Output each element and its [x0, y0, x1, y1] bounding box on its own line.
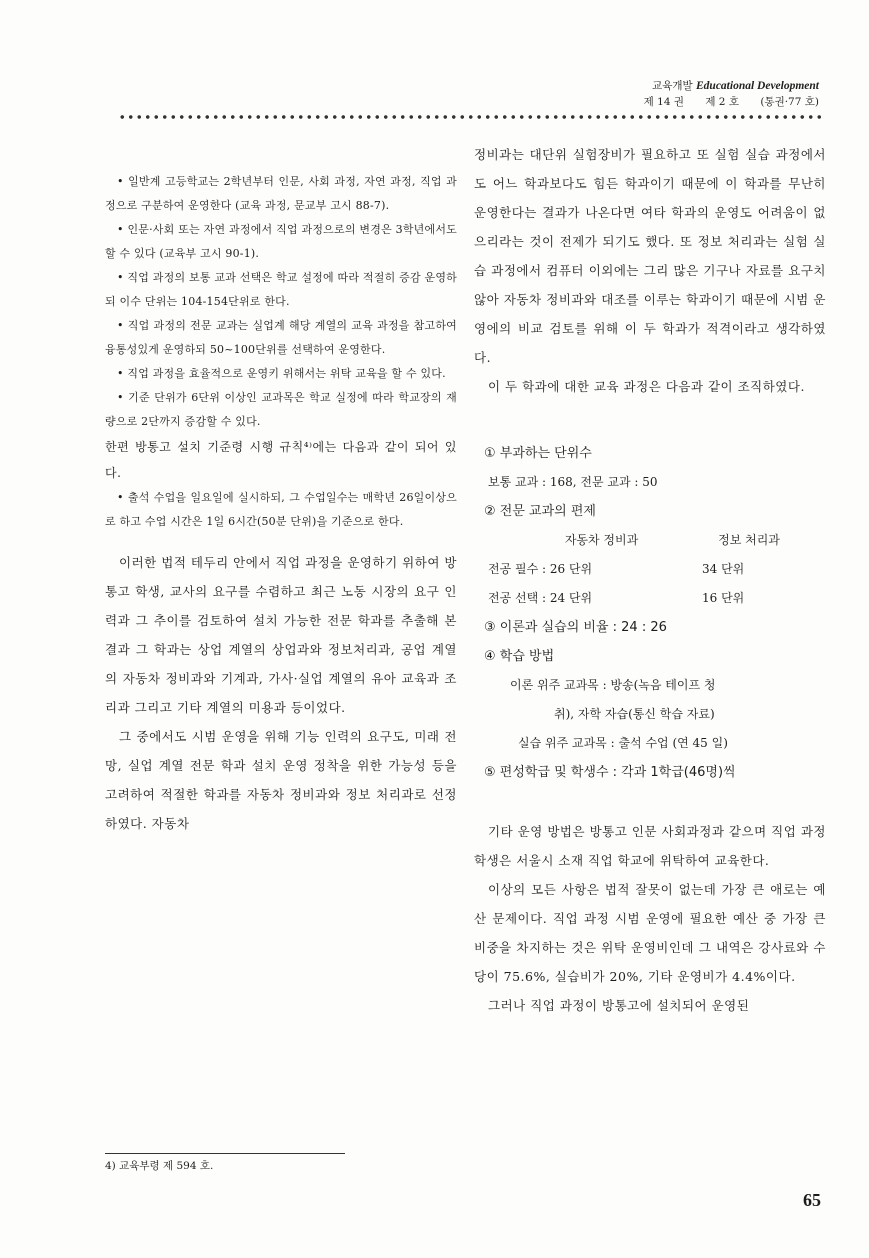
column-auto-repair: 자동차 정비과 — [564, 533, 639, 547]
elective-major-auto: 전공 선택 : 24 단위 — [488, 591, 593, 605]
bullet-item: • 인문·사회 또는 자연 과정에서 직업 과정으로의 변경은 3학년에서도 할 수 있다 (교육부 고시 90-1). — [105, 223, 457, 260]
theory-method-cont: 취), 자학 자습(통신 학습 자료) — [554, 707, 715, 721]
footnote: 4) 교육부령 제 594 호. — [105, 1160, 214, 1172]
issue-label: 제 2 호 — [705, 96, 739, 108]
journal-title-ko: 교육개발 — [652, 80, 693, 92]
journal-title-en: Educational Development — [696, 80, 819, 92]
bullet-item: • 직업 과정의 보통 교과 선택은 학교 설정에 따라 적절히 증감 운영하되 이수 단위는 104-154단위로 한다. — [105, 271, 457, 308]
bullet-item: • 일반계 고등학교는 2학년부터 인문, 사회 과정, 자연 과정, 직업 과정으로 구분하여 운영한다 (교육 과정, 문교부 고시 88-7). — [105, 175, 457, 212]
body-paragraph: 정비과는 대단위 실험장비가 필요하고 또 실험 실습 과정에서도 어느 학과보다도 힘든 학과이기 때문에 이 학과를 무난히 운영한다는 결과가 나온다면 여타 학과의 운영도 어려움이 없으리라는 것이 전제가 되기도 했다. 또 정보 처리과는 실험 실습 과정에서 컴퓨터 이외에는 그리 많은 기구나 자료를 요구치 않아 자동차 정비과와 대조를 이루는 학과이기 때문에 시범 운영에의 비교 검토를 위해 이 두 학과가 적격이라고 생각하였다. — [474, 147, 826, 365]
curriculum-item-text: 보통 교과 : 168, 전문 교과 : 50 — [488, 475, 658, 489]
issue-info — [626, 94, 819, 110]
page-number: 65 — [803, 1190, 821, 1210]
curriculum-item-heading: ① 부과하는 단위수 — [484, 446, 592, 461]
column-info-processing: 정보 처리과 — [718, 533, 780, 547]
footnote-divider — [105, 1153, 345, 1154]
bullet-item: • 직업 과정의 전문 교과는 실업계 해당 계열의 교육 과정을 참고하여 융통성있게 운영하되 50~100단위를 선택하여 운영한다. — [105, 319, 457, 356]
curriculum-item-heading: ③ 이론과 실습의 비율 : 24 : 26 — [484, 620, 667, 635]
body-paragraph: 이러한 법적 테두리 안에서 직업 과정을 운영하기 위하여 방통고 학생, 교사의 요구를 수렴하고 최근 노동 시장의 요구 인력과 그 추이를 검토하여 설치 가능한 전문 학과를 추출해 본 결과 그 학과는 상업 계열의 상업과와 정보처리과, 공업 계열의 자동차 정비과와 기계과, 가사·실업 계열의 유아 교육과 조리과 그리고 기타 계열의 미용과 등이었다. — [105, 555, 457, 715]
serial-label: (통권·77 호) — [760, 96, 819, 108]
program-table-header — [474, 526, 826, 555]
body-paragraph: 기타 운영 방법은 방통고 인문 사회과정과 같으며 직업 과정 학생은 서울시 소재 직업 학교에 위탁하여 교육한다. — [474, 824, 826, 868]
elective-major-info: 16 단위 — [702, 591, 745, 605]
body-paragraph: 그 중에서도 시범 운영을 위해 기능 인력의 요구도, 미래 전망, 실업 계열 전문 학과 설치 운영 정착을 위한 가능성 등을 고려하여 적절한 학과를 자동차 정비과와 정보 처리과로 선정하였다. 자동차 — [105, 729, 457, 831]
table-row — [488, 555, 826, 584]
dotted-divider — [118, 114, 823, 120]
table-row — [488, 584, 826, 613]
theory-method: 이론 위주 교과목 : 방송(녹음 테이프 청 — [510, 678, 716, 692]
body-paragraph: 이상의 모든 사항은 법적 잘못이 없는데 가장 큰 애로는 예산 문제이다. 직업 과정 시범 운영에 필요한 예산 중 가장 큰 비중을 차지하는 것은 위탁 운영비인데 그 내역은 강사료와 수당이 75.6%, 실습비가 20%, 기타 운영비가 4.4%이다. — [474, 882, 826, 984]
curriculum-item-heading: ④ 학습 방법 — [484, 649, 555, 664]
body-paragraph: 그러나 직업 과정이 방통고에 설치되어 운영된 — [488, 998, 750, 1013]
rules-paragraph: 한편 방통고 설치 기준령 시행 규칙⁴⁾에는 다음과 같이 되어 있다. — [105, 440, 457, 480]
required-major-info: 34 단위 — [702, 562, 745, 576]
right-column — [474, 140, 826, 1020]
bullet-item: • 직업 과정을 효율적으로 운영키 위해서는 위탁 교육을 할 수 있다. — [117, 367, 446, 380]
running-header — [626, 78, 819, 110]
journal-title — [626, 78, 819, 94]
curriculum-item-heading: ② 전문 교과의 편제 — [484, 504, 596, 519]
required-major-auto: 전공 필수 : 26 단위 — [488, 562, 593, 576]
curriculum-item-heading: ⑤ 편성학급 및 학생수 : 각과 1학급(46명)씩 — [484, 765, 736, 780]
volume-label: 제 14 권 — [643, 96, 684, 108]
body-paragraph: 이 두 학과에 대한 교육 과정은 다음과 같이 조직하였다. — [488, 379, 805, 394]
bullet-item: • 기준 단위가 6단위 이상인 교과목은 학교 실정에 따라 학교장의 재량으로 2단까지 증감할 수 있다. — [105, 391, 457, 428]
left-column — [105, 170, 457, 838]
practice-method: 실습 위주 교과목 : 출석 수업 (연 45 일) — [518, 736, 728, 750]
attendance-bullet: • 출석 수업을 일요일에 실시하되, 그 수업일수는 매학년 26일이상으로 하고 수업 시간은 1일 6시간(50분 단위)을 기준으로 한다. — [105, 491, 457, 528]
